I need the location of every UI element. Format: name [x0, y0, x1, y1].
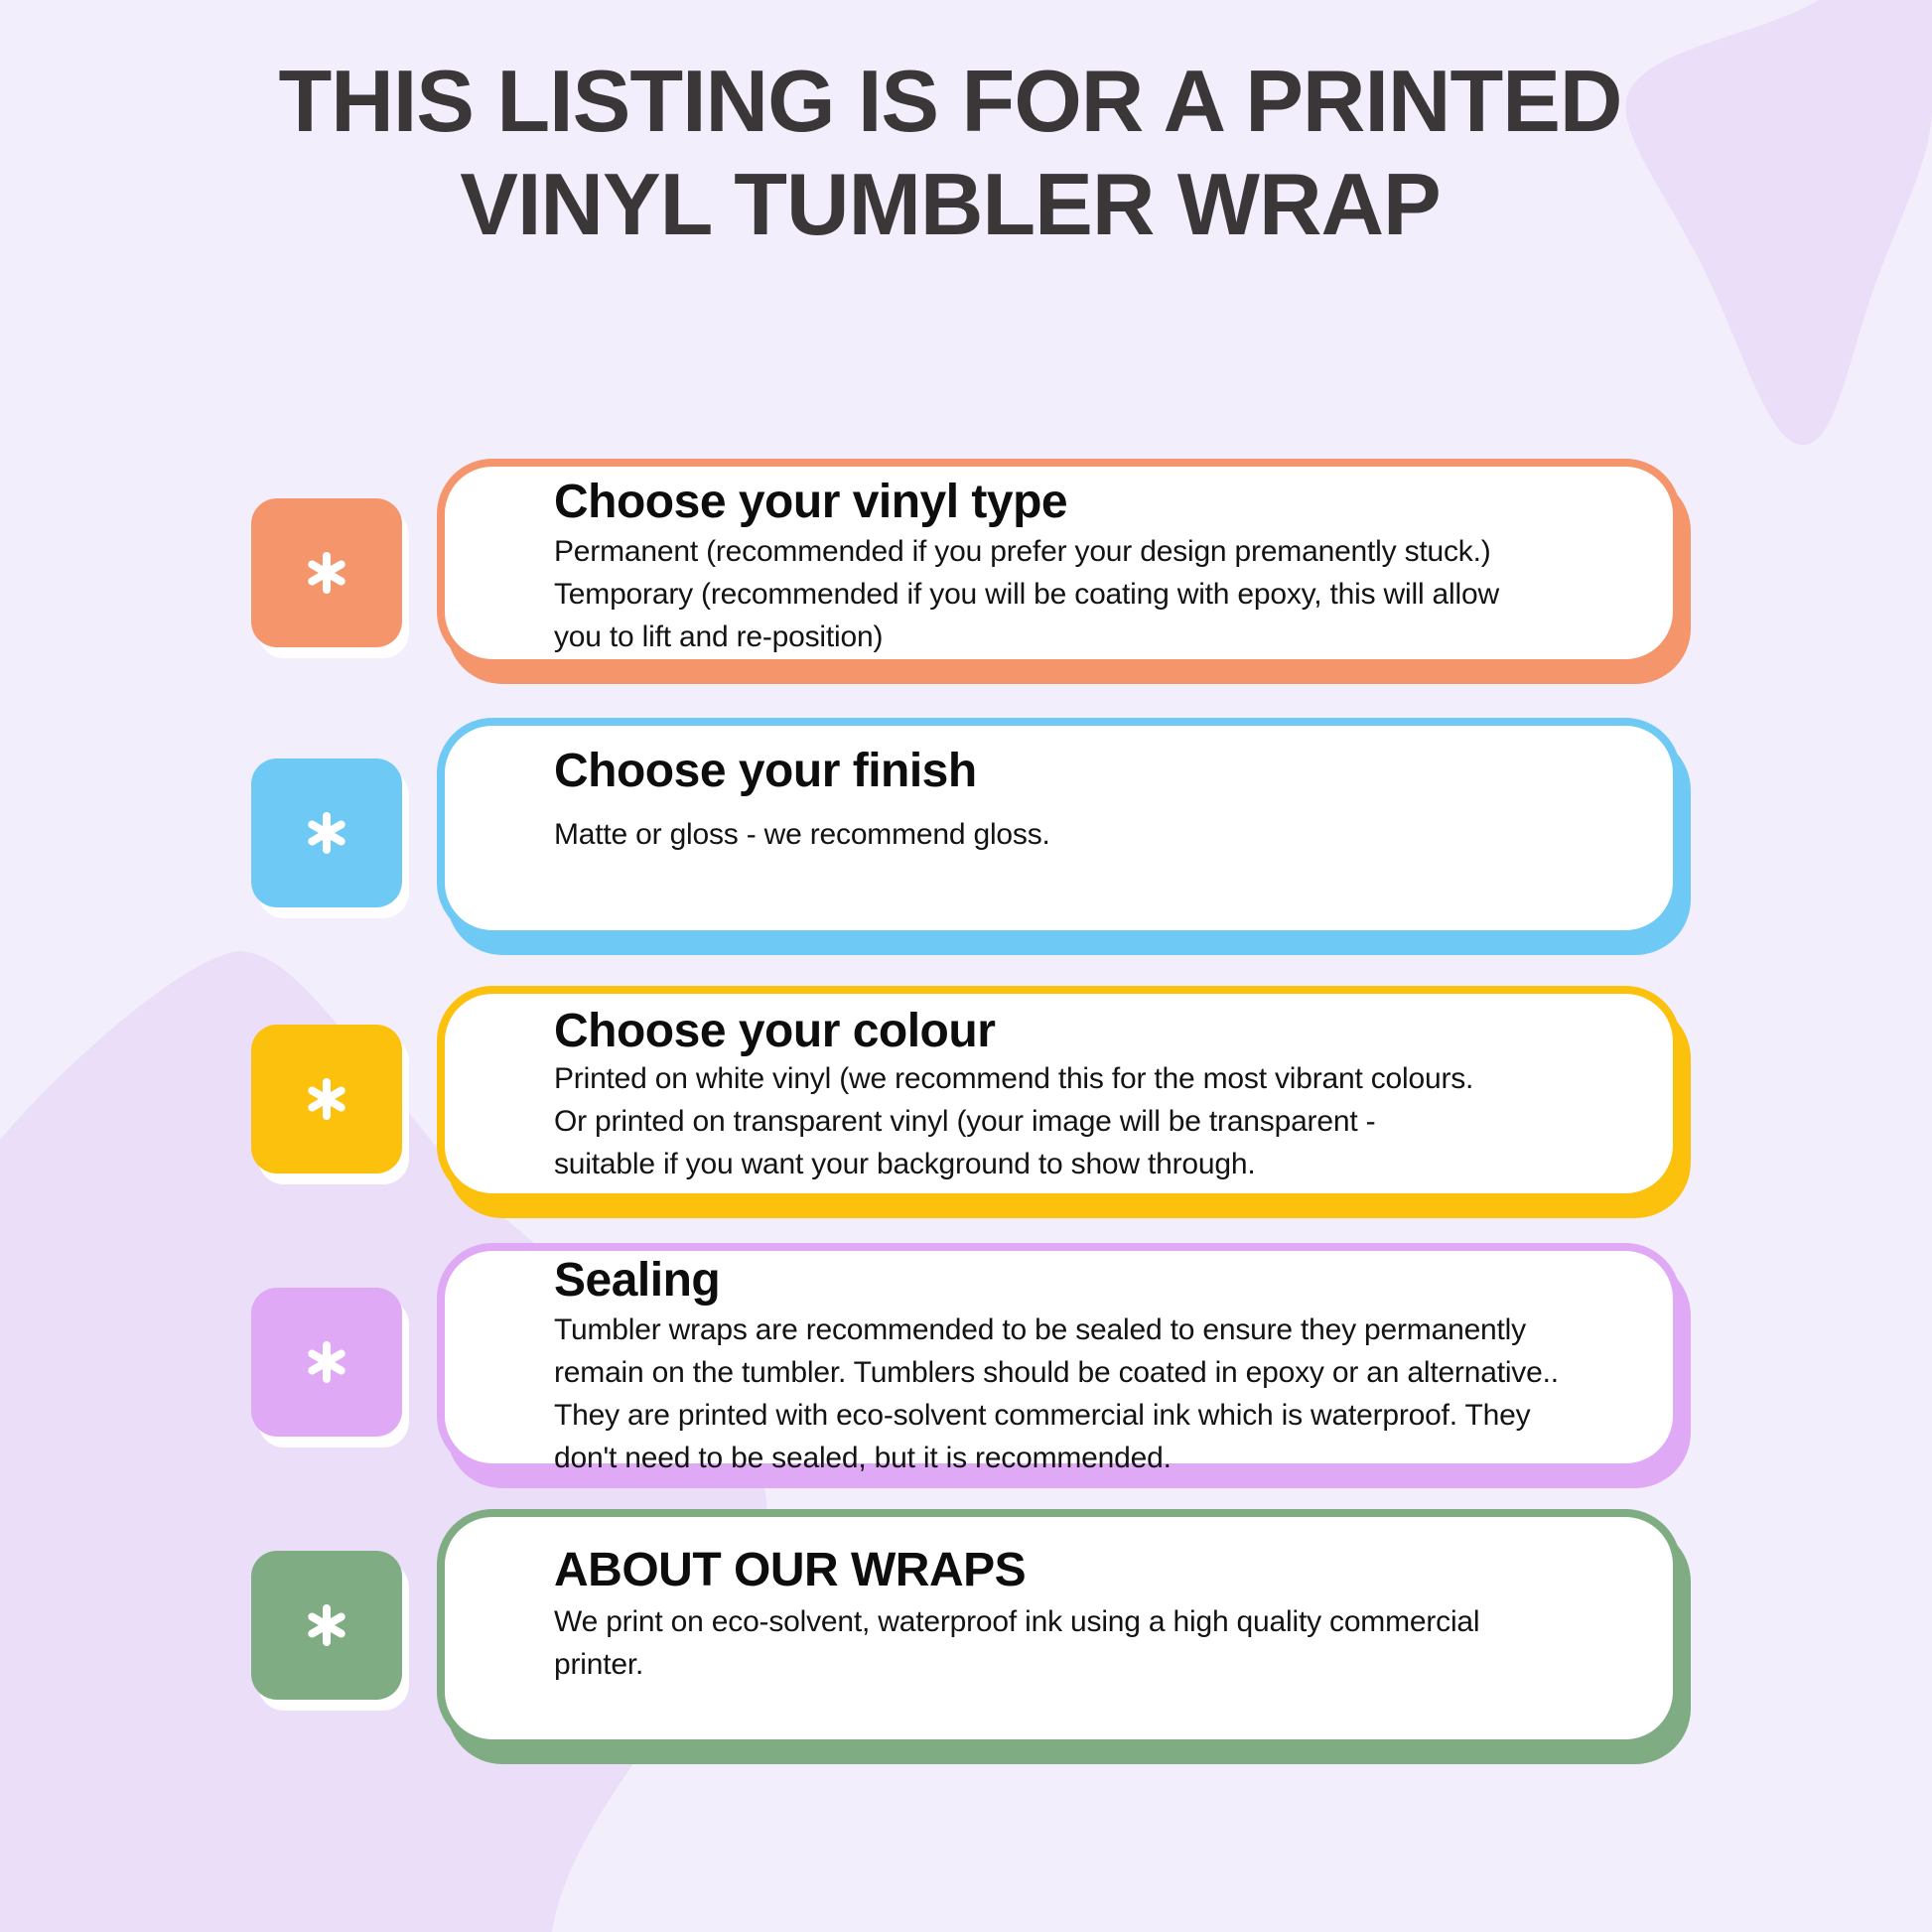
card-heading: ABOUT OUR WRAPS	[554, 1544, 1027, 1596]
card-body	[554, 1057, 1643, 1185]
card-body-line: printer.	[554, 1648, 644, 1681]
feature-card	[437, 459, 1681, 667]
card-heading: Sealing	[554, 1254, 721, 1307]
card-body-line: remain on the tumbler. Tumblers should be coated in epoxy or an alternative..	[554, 1356, 1559, 1389]
asterisk-badge	[251, 1288, 402, 1437]
page-title	[0, 50, 1916, 256]
asterisk-icon	[303, 809, 350, 857]
card-body-line: They are printed with eco-solvent commercial ink which is waterproof. They	[554, 1399, 1531, 1432]
card-body-line: Tumbler wraps are recommended to be sealed to ensure they permanently	[554, 1313, 1526, 1346]
card-body-line: Temporary (recommended if you will be coating with epoxy, this will allow	[554, 578, 1499, 611]
card-body-line: We print on eco-solvent, waterproof ink using a high quality commercial	[554, 1605, 1480, 1638]
card-body	[554, 1309, 1643, 1479]
card-body-line: suitable if you want your background to show through.	[554, 1148, 1256, 1180]
card-body-line: Printed on white vinyl (we recommend this for the most vibrant colours.	[554, 1062, 1474, 1095]
card-heading: Choose your vinyl type	[554, 476, 1068, 528]
feature-card	[437, 1243, 1681, 1474]
card-body-line: Permanent (recommended if you prefer your design premanently stuck.)	[554, 535, 1491, 568]
card-body	[554, 530, 1643, 658]
title-line-2: VINYL TUMBLER WRAP	[460, 155, 1441, 253]
card-heading: Choose your finish	[554, 745, 977, 797]
feature-card	[437, 1509, 1681, 1747]
asterisk-icon	[303, 1601, 350, 1649]
card-body-line: you to lift and re-position)	[554, 621, 884, 653]
card-body-line: don't need to be sealed, but it is recommended.	[554, 1442, 1172, 1474]
asterisk-icon	[303, 1075, 350, 1123]
card-body-line: Matte or gloss - we recommend gloss.	[554, 818, 1050, 851]
feature-card	[437, 718, 1681, 938]
card-body	[554, 813, 1643, 856]
card-body	[554, 1600, 1643, 1686]
title-line-1: THIS LISTING IS FOR A PRINTED	[278, 52, 1622, 150]
asterisk-badge	[251, 498, 402, 647]
asterisk-icon	[303, 1338, 350, 1386]
feature-card	[437, 986, 1681, 1201]
card-body-line: Or printed on transparent vinyl (your image will be transparent -	[554, 1105, 1376, 1138]
card-heading: Choose your colour	[554, 1005, 996, 1057]
asterisk-icon	[303, 549, 350, 597]
asterisk-badge	[251, 759, 402, 907]
asterisk-badge	[251, 1025, 402, 1173]
asterisk-badge	[251, 1551, 402, 1700]
